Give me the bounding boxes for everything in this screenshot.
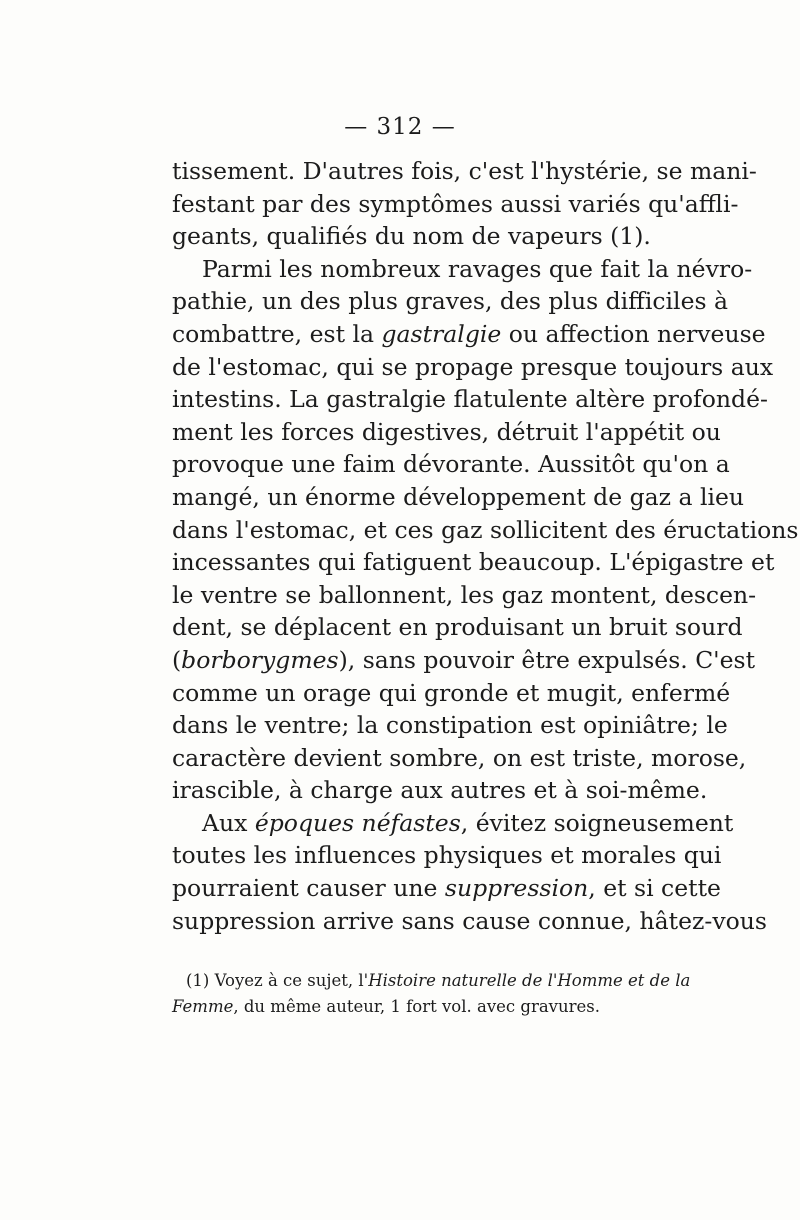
italic-text: Histoire naturelle de l'Homme et de la [368, 971, 691, 990]
text-span: geants, qualifiés du nom de vapeurs (1). [172, 222, 651, 251]
text-line [172, 155, 757, 188]
text-span: , et si cette [588, 874, 721, 903]
text-span: dans l'estomac, et ces gaz sollicitent des éructations [172, 515, 799, 544]
text-span: caractère devient sombre, on est triste, morose, [172, 743, 747, 772]
text-line [172, 611, 743, 644]
text-line [172, 872, 721, 905]
text-line [172, 546, 775, 579]
text-span: pathie, un des plus graves, des plus difficiles à [172, 287, 729, 316]
text-span: comme un orage qui gronde et mugit, enfermé [172, 678, 731, 707]
text-span: dent, se déplacent en produisant un bruit sourd [172, 613, 743, 642]
text-span: festant par des symptômes aussi variés qu'affli- [172, 189, 739, 218]
text-span: intestins. La gastralgie flatulente altère profondé- [172, 385, 768, 414]
text-line [172, 481, 745, 514]
italic-text: Femme [172, 997, 234, 1016]
text-span: ment les forces digestives, détruit l'appétit ou [172, 417, 721, 446]
text-line [172, 905, 767, 938]
footnotes [172, 968, 691, 1020]
text-line [172, 839, 722, 872]
text-line [172, 351, 774, 384]
text-span: incessantes qui fatiguent beaucoup. L'épigastre et [172, 548, 775, 577]
text-line [172, 383, 768, 416]
text-span: , évitez soigneusement [460, 808, 734, 837]
page-number: — 312 — [344, 114, 456, 140]
text-span: irascible, à charge aux autres et à soi-même. [172, 776, 708, 805]
text-span: toutes les influences physiques et morales qui [172, 841, 722, 870]
text-span: de l'estomac, qui se propage presque toujours aux [172, 352, 774, 381]
text-line [172, 253, 753, 286]
footnote-line [172, 968, 691, 994]
text-line [172, 677, 731, 710]
text-line [172, 742, 747, 775]
footnote-line [172, 994, 670, 1020]
italic-text: borborygmes [181, 645, 339, 674]
text-span: tissement. D'autres fois, c'est l'hystérie, se mani- [172, 157, 757, 185]
text-line [172, 188, 739, 221]
text-span: Aux [202, 808, 255, 837]
text-line [172, 448, 730, 481]
body-text [172, 155, 799, 937]
text-span: Parmi les nombreux ravages que fait la névro- [202, 254, 753, 283]
italic-text: gastralgie [381, 319, 502, 348]
text-span: mangé, un énorme développement de gaz a lieu [172, 482, 745, 511]
text-span: ou affection nerveuse [501, 319, 766, 348]
italic-text: époques néfastes [254, 808, 461, 837]
text-line [172, 579, 757, 612]
text-span: pourraient causer une [172, 874, 445, 903]
text-line [172, 644, 756, 677]
text-span: dans le ventre; la constipation est opiniâtre; le [172, 711, 728, 740]
text-span: ( [172, 645, 182, 674]
text-line [172, 285, 729, 318]
text-span: combattre, est la [172, 319, 382, 348]
text-span: (1) Voyez à ce sujet, l' [186, 971, 369, 990]
text-span: ), sans pouvoir être expulsés. C'est [338, 645, 756, 674]
text-line [172, 416, 721, 449]
text-line [172, 220, 670, 253]
text-line [172, 807, 734, 840]
text-span: , du même auteur, 1 fort vol. avec gravures. [233, 997, 600, 1016]
text-line [172, 774, 708, 807]
text-line [172, 709, 728, 742]
text-span: provoque une faim dévorante. Aussitôt qu'on a [172, 450, 730, 479]
text-line [172, 514, 799, 547]
italic-text: suppression [444, 874, 589, 903]
text-span: le ventre se ballonnent, les gaz montent, descen- [172, 580, 757, 609]
text-span: suppression arrive sans cause connue, hâtez-vous [172, 906, 767, 935]
text-line [172, 318, 766, 351]
